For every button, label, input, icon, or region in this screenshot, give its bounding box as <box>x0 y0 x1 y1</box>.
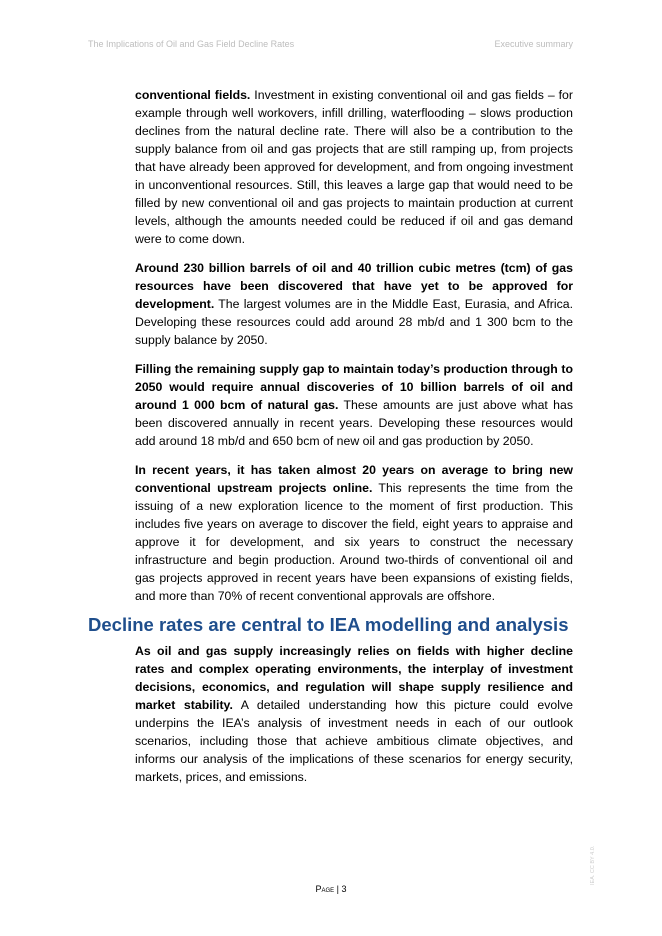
running-header-section: Executive summary <box>494 39 573 49</box>
paragraph <box>135 461 573 605</box>
paragraph-lead: Filling the remaining supply gap to maintain today’s production through to 2050 would require annual discoveries of 10 billion barrels of oil and around 1 000 bcm of natural gas. <box>135 362 573 412</box>
paragraph-lead: conventional fields. <box>135 88 251 102</box>
license-notice: IEA. CC BY 4.0. <box>590 845 596 885</box>
paragraph <box>135 259 573 349</box>
page-number: 3 <box>341 884 347 894</box>
running-header-title: The Implications of Oil and Gas Field Decline Rates <box>88 39 295 49</box>
paragraph <box>135 360 573 450</box>
section-body <box>135 642 573 786</box>
paragraph-lead: As oil and gas supply increasingly relies on fields with higher decline rates and complex operating environments, the interplay of investment decisions, economics, and regulation will shape supply resilience and market stability. <box>135 644 573 712</box>
paragraph-text: These amounts are just above what has been discovered annually in recent years. Developing these resources would add around 18 mb/d and 650 bcm of new oil and gas production by 2050. <box>135 398 573 448</box>
page-separator: | <box>334 884 342 894</box>
section-heading: Decline rates are central to IEA modelling and analysis <box>88 614 569 635</box>
page-footer <box>0 884 662 894</box>
paragraph-text: The largest volumes are in the Middle East, Eurasia, and Africa. Developing these resources could add around 28 mb/d and 1 300 bcm to the supply balance by 2050. <box>135 297 573 347</box>
paragraph-text: Investment in existing conventional oil and gas fields – for example through well workovers, infill drilling, waterflooding – slows production declines from the natural decline rate. There will also be a contribution to the supply balance from oil and gas projects that are still ramping up, from projects that have already been approved for development, and from ongoing investment in unconventional resources. Still, this leaves a large gap that would need to be filled by new conventional oil and gas projects to maintain production at current levels, although the amounts needed could be reduced if oil and gas demand were to come down. <box>135 88 573 246</box>
page-label: Page <box>315 884 335 894</box>
paragraph <box>135 86 573 248</box>
paragraph-text: This represents the time from the issuing of a new exploration licence to the moment of first production. This includes five years on average to discover the field, eight years to appraise and approve it for development, and six years to construct the necessary infrastructure and begin production. Around two-thirds of conventional oil and gas projects approved in recent years have been expansions of existing fields, and more than 70% of recent conventional approvals are offshore. <box>135 481 574 603</box>
paragraph-lead: In recent years, it has taken almost 20 years on average to bring new conventional upstream projects online. <box>135 463 573 495</box>
body-text <box>135 86 573 616</box>
paragraph-text: A detailed understanding how this picture could evolve underpins the IEA’s analysis of investment needs in each of our outlook scenarios, including those that achieve ambitious climate objectives, and informs our analysis of the implications of these scenarios for energy security, markets, prices, and emissions. <box>135 698 573 784</box>
paragraph-lead: Around 230 billion barrels of oil and 40 trillion cubic metres (tcm) of gas resources have been discovered that have yet to be approved for development. <box>135 261 573 311</box>
paragraph <box>135 642 573 786</box>
